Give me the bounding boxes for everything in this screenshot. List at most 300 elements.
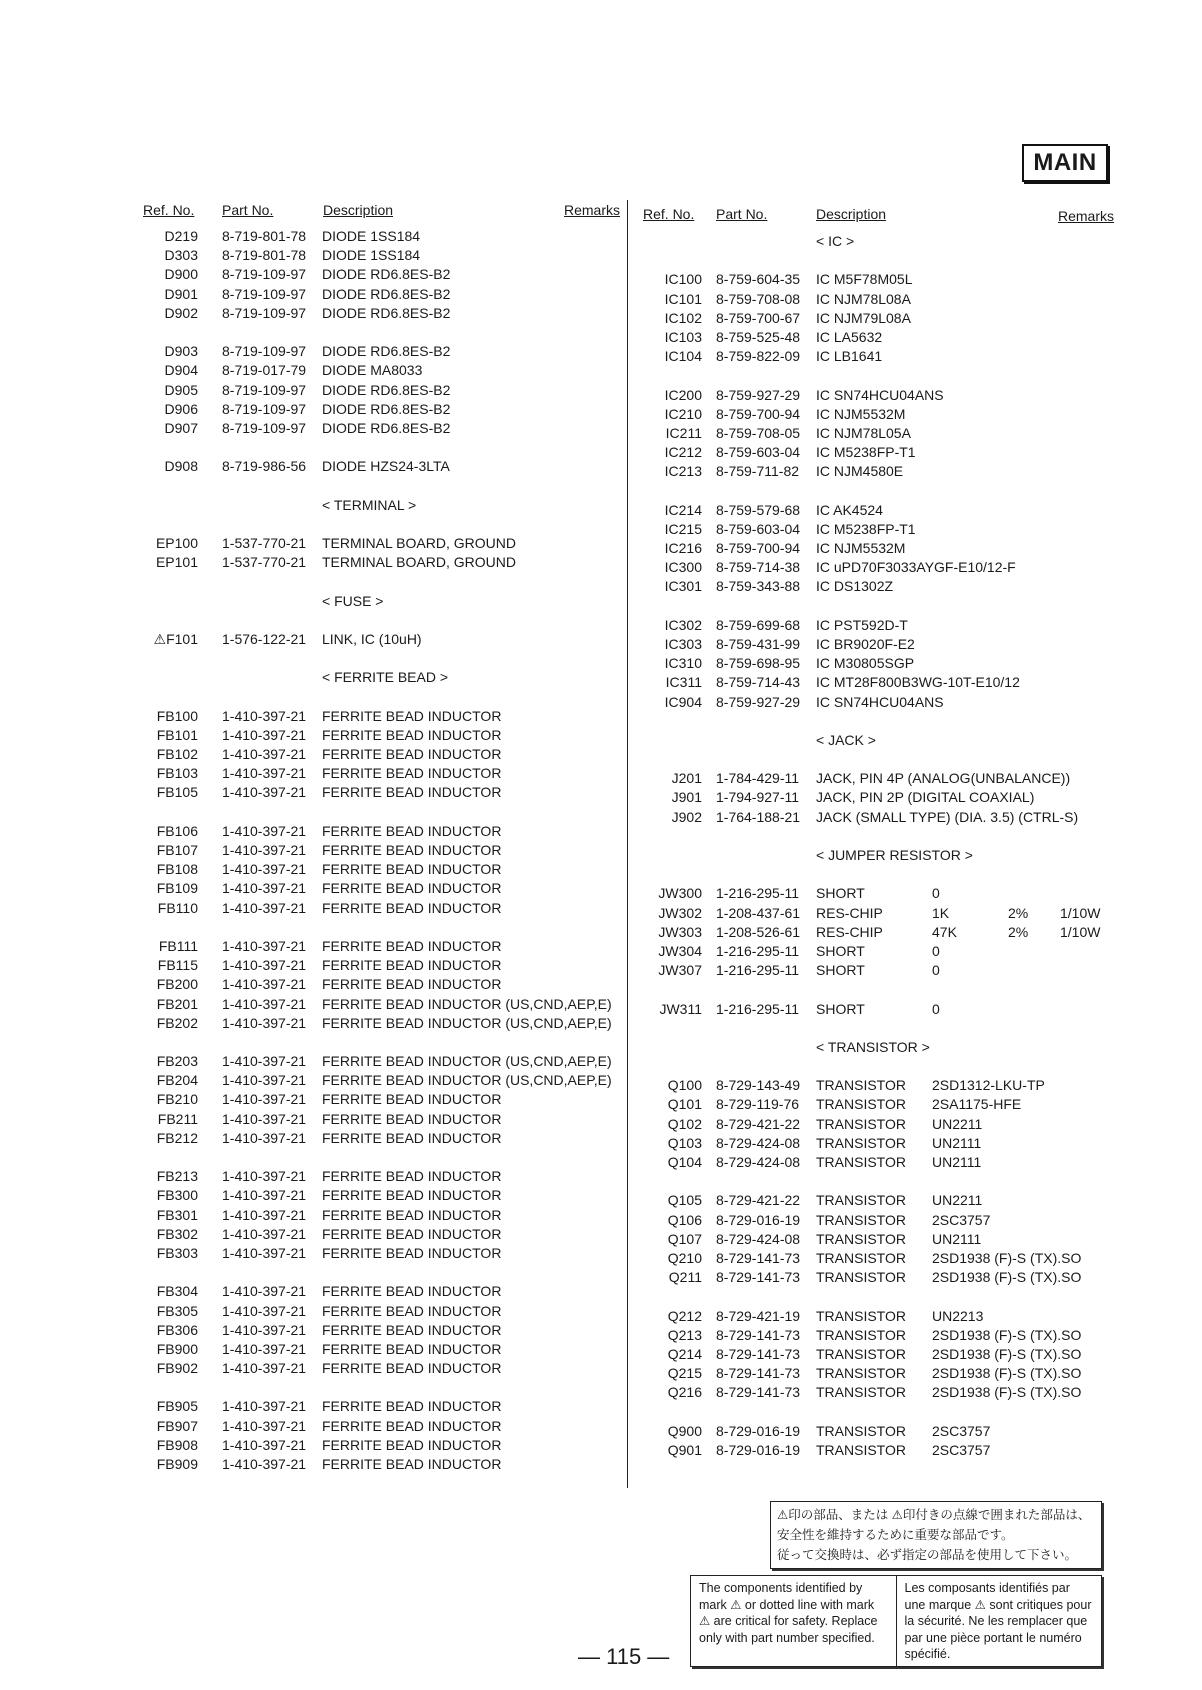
section-heading [640, 1039, 1110, 1058]
part-number: 8-729-421-19 [716, 1307, 801, 1324]
part-value: UN2111 [932, 1230, 982, 1247]
part-wattage: 1/10W [1060, 904, 1101, 921]
part-row [640, 1346, 1110, 1365]
part-value: UN2211 [932, 1192, 983, 1209]
ref-number: Q102 [667, 1115, 702, 1132]
part-number: 1-794-927-11 [716, 789, 800, 806]
part-description: DIODE HZS24-3LTA [322, 458, 450, 475]
part-row [136, 1456, 606, 1475]
ref-number: Q100 [667, 1077, 702, 1094]
ref-number: IC302 [664, 616, 702, 633]
header-ref-left: Ref. No. [143, 202, 195, 218]
part-number: 1-410-397-21 [222, 957, 307, 974]
ref-number: FB109 [156, 880, 198, 897]
part-row [640, 962, 1110, 981]
part-description: LINK, IC (10uH) [322, 630, 422, 647]
ref-number: IC904 [664, 693, 702, 710]
part-description: IC uPD70F3033AYGF-E10/12-F [816, 559, 1016, 576]
row-spacer [136, 573, 606, 592]
part-description: IC SN74HCU04ANS [816, 693, 944, 710]
part-description: JACK, PIN 2P (DIGITAL COAXIAL) [816, 789, 1035, 806]
part-number: 1-410-397-21 [222, 842, 307, 858]
ref-number: ⚠F101 [153, 630, 198, 647]
part-number: 8-759-604-35 [716, 271, 801, 288]
part-number: 8-719-109-97 [222, 400, 307, 417]
part-number: 8-719-017-79 [222, 362, 307, 379]
ref-number: IC311 [665, 674, 702, 691]
part-description: TRANSISTOR [816, 1134, 906, 1151]
part-row [640, 1192, 1110, 1211]
part-number: 8-719-986-56 [222, 458, 307, 475]
part-value: UN2213 [932, 1307, 984, 1324]
part-row [640, 540, 1110, 559]
part-description: SHORT [816, 942, 865, 959]
header-remarks-right: Remarks [1058, 208, 1115, 224]
ref-number: IC102 [664, 309, 702, 326]
part-number: 1-764-188-21 [716, 808, 801, 825]
part-row [640, 1442, 1110, 1461]
part-description: TRANSISTOR [816, 1365, 906, 1382]
part-number: 1-537-770-21 [222, 535, 307, 551]
part-number: 1-410-397-21 [222, 1340, 307, 1357]
part-description: FERRITE BEAD INDUCTOR [322, 976, 502, 993]
header-remarks-left: Remarks [564, 202, 621, 218]
ref-number: Q214 [667, 1345, 702, 1362]
ref-number: FB111 [158, 937, 198, 954]
part-description: TRANSISTOR [816, 1230, 906, 1247]
part-description: FERRITE BEAD INDUCTOR [322, 1417, 502, 1434]
part-row [136, 976, 606, 995]
part-row [640, 291, 1110, 310]
jp-note-line: 従って交換時は、必ず指定の部品を使用して下さい。 [777, 1548, 1078, 1562]
part-row [136, 1322, 606, 1341]
part-description: TRANSISTOR [816, 1307, 906, 1324]
part-description: RES-CHIP [816, 904, 883, 921]
part-row [640, 809, 1110, 828]
part-row [136, 1283, 606, 1302]
part-number: 1-410-397-21 [222, 726, 307, 743]
part-description: IC BR9020F-E2 [816, 635, 915, 652]
part-row [136, 247, 606, 266]
part-description: TRANSISTOR [816, 1345, 906, 1362]
part-number: 1-410-397-21 [222, 1014, 307, 1031]
part-row [136, 1398, 606, 1417]
ref-number: IC200 [664, 386, 702, 403]
part-value: 0 [932, 1000, 940, 1017]
part-row [136, 554, 606, 573]
ref-number: FB306 [156, 1321, 198, 1338]
jp-note-line: 安全性を維持するために重要な部品です。 [777, 1528, 1014, 1542]
part-value: 2SD1938 (F)-S (TX).SO [932, 1345, 1082, 1362]
part-number: 1-216-295-11 [716, 962, 800, 979]
ref-number: D906 [164, 400, 198, 417]
part-number: 1-410-397-21 [222, 1360, 307, 1377]
ref-number: IC301 [664, 578, 702, 595]
part-description: IC M5238FP-T1 [816, 444, 916, 461]
part-number: 1-410-397-21 [222, 937, 307, 954]
part-number: 1-216-295-11 [716, 885, 800, 902]
part-value: 0 [932, 962, 940, 979]
part-description: IC AK4524 [816, 501, 883, 518]
page-number: — 115 — [578, 1644, 670, 1669]
part-number: 8-729-143-49 [716, 1077, 801, 1094]
part-row [136, 708, 606, 727]
part-number: 8-729-141-73 [716, 1269, 801, 1286]
section-title: < JUMPER RESISTOR > [816, 847, 973, 863]
ref-number: JW307 [658, 962, 702, 979]
part-tolerance: 2% [1008, 923, 1029, 940]
part-number: 1-410-397-21 [222, 880, 307, 897]
ref-number: IC216 [664, 540, 702, 556]
safety-note-english: The components identified by mark ⚠ or dotted line with mark ⚠ are critical for safety. Replace only with part number specified. [699, 1581, 878, 1645]
part-number: 1-410-397-21 [222, 707, 307, 724]
row-spacer [640, 866, 1110, 885]
ref-number: FB200 [156, 976, 198, 993]
part-number: 8-759-343-88 [716, 578, 801, 595]
part-number: 8-759-603-04 [716, 520, 801, 537]
part-description: FERRITE BEAD INDUCTOR [322, 1283, 502, 1300]
section-title: < JACK > [816, 731, 876, 748]
part-number: 8-759-699-68 [716, 616, 801, 633]
part-row [136, 228, 606, 247]
part-row [640, 1423, 1110, 1442]
section-title: < FUSE > [322, 592, 384, 609]
part-description: TRANSISTOR [816, 1422, 906, 1439]
part-number: 1-208-526-61 [716, 923, 801, 940]
part-row [640, 406, 1110, 425]
part-description: TRANSISTOR [816, 1096, 906, 1113]
part-number: 1-576-122-21 [222, 630, 307, 647]
part-row [640, 905, 1110, 924]
row-spacer [640, 1020, 1110, 1039]
ref-number: FB100 [156, 707, 198, 724]
part-row [136, 420, 606, 439]
part-description: IC NJM78L05A [816, 424, 911, 441]
part-row [640, 521, 1110, 540]
part-description: RES-CHIP [816, 923, 883, 940]
part-row [640, 1231, 1110, 1250]
ref-number: FB110 [157, 899, 198, 916]
part-description: DIODE RD6.8ES-B2 [322, 285, 451, 302]
part-description: IC NJM4580E [816, 463, 904, 480]
row-spacer [136, 1264, 606, 1283]
part-number: 8-729-016-19 [716, 1441, 801, 1458]
part-description: IC PST592D-T [816, 616, 908, 633]
ref-number: JW311 [659, 1000, 702, 1017]
part-description: FERRITE BEAD INDUCTOR (US,CND,AEP,E) [322, 995, 612, 1012]
part-number: 8-719-801-78 [222, 228, 307, 244]
ref-number: JW300 [658, 885, 702, 902]
part-description: FERRITE BEAD INDUCTOR [322, 957, 502, 974]
row-spacer [640, 482, 1110, 501]
part-number: 8-759-579-68 [716, 501, 801, 518]
part-row [136, 1111, 606, 1130]
part-number: 8-759-714-43 [716, 674, 801, 691]
part-row [640, 329, 1110, 348]
part-number: 8-729-421-22 [716, 1192, 801, 1209]
ref-number: FB203 [156, 1053, 198, 1070]
ref-number: FB105 [156, 784, 198, 801]
section-title: < TRANSISTOR > [816, 1038, 930, 1055]
ref-number: D902 [164, 304, 198, 321]
header-desc-right: Description [816, 206, 887, 222]
part-number: 8-729-141-73 [716, 1249, 801, 1266]
part-value: 0 [932, 942, 940, 959]
ref-number: IC212 [664, 444, 702, 461]
part-row [640, 674, 1110, 693]
ref-number: FB210 [156, 1091, 198, 1108]
ref-number: Q216 [667, 1384, 702, 1401]
part-description: TRANSISTOR [816, 1249, 906, 1266]
part-value: 2SD1938 (F)-S (TX).SO [932, 1365, 1082, 1382]
part-row [136, 900, 606, 919]
part-number: 1-537-770-21 [222, 554, 307, 571]
part-row [136, 1418, 606, 1437]
ref-number: J901 [671, 789, 702, 806]
part-row [640, 502, 1110, 521]
part-row [136, 1226, 606, 1245]
part-description: FERRITE BEAD INDUCTOR [322, 1187, 502, 1204]
row-spacer [640, 751, 1110, 770]
part-description: FERRITE BEAD INDUCTOR [322, 765, 502, 782]
part-row [136, 957, 606, 976]
section-title: < IC > [816, 233, 855, 249]
part-row [640, 1365, 1110, 1384]
section-heading [640, 732, 1110, 751]
section-heading [640, 847, 1110, 866]
part-description: TERMINAL BOARD, GROUND [322, 554, 516, 571]
part-description: TRANSISTOR [816, 1077, 906, 1094]
part-number: 8-729-424-08 [716, 1230, 801, 1247]
part-description: FERRITE BEAD INDUCTOR [322, 746, 502, 763]
part-description: IC M30805SGP [816, 655, 915, 672]
ref-number: D219 [164, 228, 198, 244]
row-spacer [136, 1149, 606, 1168]
part-row [640, 1250, 1110, 1269]
part-description: DIODE 1SS184 [322, 247, 421, 264]
part-row [136, 823, 606, 842]
part-description: TRANSISTOR [816, 1211, 906, 1228]
part-description: FERRITE BEAD INDUCTOR [322, 880, 502, 897]
parts-list-left [136, 228, 612, 1475]
section-heading [136, 497, 606, 516]
ref-number: FB204 [156, 1072, 198, 1089]
ref-number: FB106 [156, 822, 198, 839]
part-description: FERRITE BEAD INDUCTOR [322, 726, 502, 743]
part-row [640, 694, 1110, 713]
row-spacer [640, 713, 1110, 732]
part-row [640, 1269, 1110, 1288]
part-row [136, 535, 606, 554]
part-number: 8-719-109-97 [222, 343, 307, 360]
part-row [640, 1135, 1110, 1154]
part-row [640, 1001, 1110, 1020]
section-heading [640, 233, 1110, 252]
row-spacer [640, 1058, 1110, 1077]
part-description: FERRITE BEAD INDUCTOR [322, 937, 502, 954]
part-description: IC MT28F800B3WG-10T-E10/12 [816, 674, 1020, 691]
part-number: 8-729-141-73 [716, 1384, 801, 1401]
header-ref-right: Ref. No. [643, 206, 695, 222]
part-number: 1-410-397-21 [222, 1436, 307, 1453]
ref-number: FB103 [156, 765, 198, 782]
part-description: IC NJM5532M [816, 540, 906, 556]
part-row [136, 343, 606, 362]
section-badge: MAIN [1022, 144, 1108, 182]
part-description: JACK (SMALL TYPE) (DIA. 3.5) (CTRL-S) [816, 808, 1079, 825]
section-title: < TERMINAL > [322, 496, 417, 513]
ref-number: Q212 [667, 1307, 702, 1324]
part-number: 8-729-119-76 [716, 1096, 800, 1113]
part-row [136, 1014, 612, 1034]
row-spacer [136, 689, 606, 708]
part-value: 1K [932, 904, 950, 921]
safety-note-japanese [770, 1501, 1102, 1569]
ref-number: J201 [671, 770, 702, 787]
ref-number: Q106 [667, 1211, 702, 1228]
part-description: FERRITE BEAD INDUCTOR [322, 707, 502, 724]
part-number: 8-759-708-05 [716, 424, 801, 441]
part-description: TERMINAL BOARD, GROUND [322, 535, 516, 551]
part-row [640, 1077, 1110, 1096]
part-number: 8-759-708-08 [716, 290, 801, 307]
part-description: IC NJM79L08A [816, 309, 911, 326]
part-description: FERRITE BEAD INDUCTOR [322, 1360, 502, 1377]
part-number: 1-410-397-21 [222, 1110, 307, 1127]
row-spacer [136, 439, 606, 458]
part-description: FERRITE BEAD INDUCTOR [322, 784, 502, 801]
part-number: 8-759-714-38 [716, 559, 801, 576]
row-spacer [640, 828, 1110, 847]
part-description: DIODE MA8033 [322, 362, 423, 379]
safety-note-box [690, 1575, 1102, 1667]
ref-number: IC101 [664, 290, 702, 307]
part-value: 47K [932, 923, 957, 940]
part-row [640, 636, 1110, 655]
part-row [640, 770, 1110, 789]
part-row [136, 362, 606, 381]
part-number: 1-410-397-21 [222, 1072, 307, 1089]
part-number: 8-759-700-94 [716, 540, 801, 556]
part-row [640, 463, 1110, 482]
part-number: 1-208-437-61 [716, 904, 801, 921]
part-number: 1-410-397-21 [222, 1187, 307, 1204]
part-row [640, 271, 1110, 290]
ref-number: JW302 [658, 904, 702, 921]
part-row [640, 885, 1110, 904]
jp-note-line: ⚠印の部品、または ⚠印付きの点線で囲まれた部品は、 [777, 1508, 1091, 1522]
part-row [136, 286, 606, 305]
ref-number: FB107 [156, 842, 198, 858]
part-description: IC NJM78L08A [816, 290, 911, 307]
part-description: DIODE RD6.8ES-B2 [322, 304, 451, 321]
part-row [640, 559, 1110, 578]
part-value: 2SC3757 [932, 1211, 991, 1228]
part-row [136, 784, 606, 803]
part-number: 8-759-822-09 [716, 348, 801, 365]
ref-number: IC211 [665, 424, 702, 441]
part-number: 8-759-698-95 [716, 655, 801, 672]
part-row [136, 1360, 606, 1379]
part-description: FERRITE BEAD INDUCTOR [322, 1340, 502, 1357]
part-row [640, 1154, 1110, 1173]
part-row [136, 266, 606, 285]
part-row [640, 617, 1110, 636]
part-description: FERRITE BEAD INDUCTOR [322, 1206, 502, 1223]
ref-number: D903 [164, 343, 198, 360]
part-row [136, 1303, 606, 1322]
part-number: 8-759-525-48 [716, 328, 801, 345]
row-spacer [136, 650, 606, 669]
part-description: TRANSISTOR [816, 1154, 906, 1170]
ref-number: FB305 [156, 1302, 198, 1319]
part-number: 1-410-397-21 [222, 1283, 307, 1300]
part-row [136, 880, 606, 899]
part-value: 2SA1175-HFE [932, 1096, 1022, 1113]
ref-number: Q104 [667, 1154, 702, 1170]
part-row [136, 1072, 612, 1091]
part-row [136, 1091, 606, 1110]
part-number: 8-729-016-19 [716, 1422, 801, 1439]
part-number: 8-729-424-08 [716, 1154, 801, 1170]
ref-number: Q105 [667, 1192, 702, 1209]
row-spacer [136, 516, 606, 535]
part-number: 8-729-424-08 [716, 1134, 801, 1151]
part-row [640, 425, 1110, 444]
part-description: FERRITE BEAD INDUCTOR [322, 1398, 502, 1415]
part-wattage: 1/10W [1060, 923, 1101, 940]
ref-number: D908 [164, 458, 198, 475]
ref-number: D901 [164, 285, 198, 302]
part-description: FERRITE BEAD INDUCTOR [322, 1302, 502, 1319]
part-row [136, 1130, 606, 1149]
part-number: 8-719-109-97 [222, 285, 307, 302]
row-spacer [640, 1173, 1110, 1192]
part-row [640, 1308, 1110, 1327]
part-number: 1-410-397-21 [222, 861, 307, 878]
part-description: DIODE RD6.8ES-B2 [322, 381, 451, 398]
ref-number: D900 [164, 266, 198, 283]
row-spacer [136, 612, 606, 631]
part-number: 1-410-397-21 [222, 1206, 307, 1223]
part-row [136, 1341, 606, 1360]
part-description: FERRITE BEAD INDUCTOR [322, 899, 502, 916]
row-spacer [640, 598, 1110, 617]
part-value: 2SD1938 (F)-S (TX).SO [932, 1384, 1082, 1401]
part-row [136, 401, 606, 420]
section-heading [136, 669, 606, 688]
ref-number: FB300 [156, 1187, 198, 1204]
ref-number: FB301 [156, 1206, 198, 1223]
header-part-left: Part No. [222, 202, 274, 218]
part-value: 2SD1312-LKU-TP [932, 1077, 1045, 1094]
part-row [136, 1245, 606, 1264]
part-description: TRANSISTOR [816, 1115, 906, 1132]
part-number: 1-410-397-21 [222, 1244, 307, 1261]
part-description: FERRITE BEAD INDUCTOR (US,CND,AEP,E) [322, 1014, 612, 1031]
part-number: 8-729-141-73 [716, 1365, 801, 1382]
part-value: 2SC3757 [932, 1422, 991, 1439]
part-row [640, 1384, 1110, 1403]
part-row [640, 789, 1110, 808]
part-row [640, 310, 1110, 329]
ref-number: FB202 [156, 1014, 198, 1031]
ref-number: FB900 [156, 1340, 198, 1357]
part-value: 0 [932, 885, 940, 902]
part-number: 8-759-927-29 [716, 693, 801, 710]
part-row [640, 387, 1110, 406]
ref-number: FB108 [156, 861, 198, 878]
